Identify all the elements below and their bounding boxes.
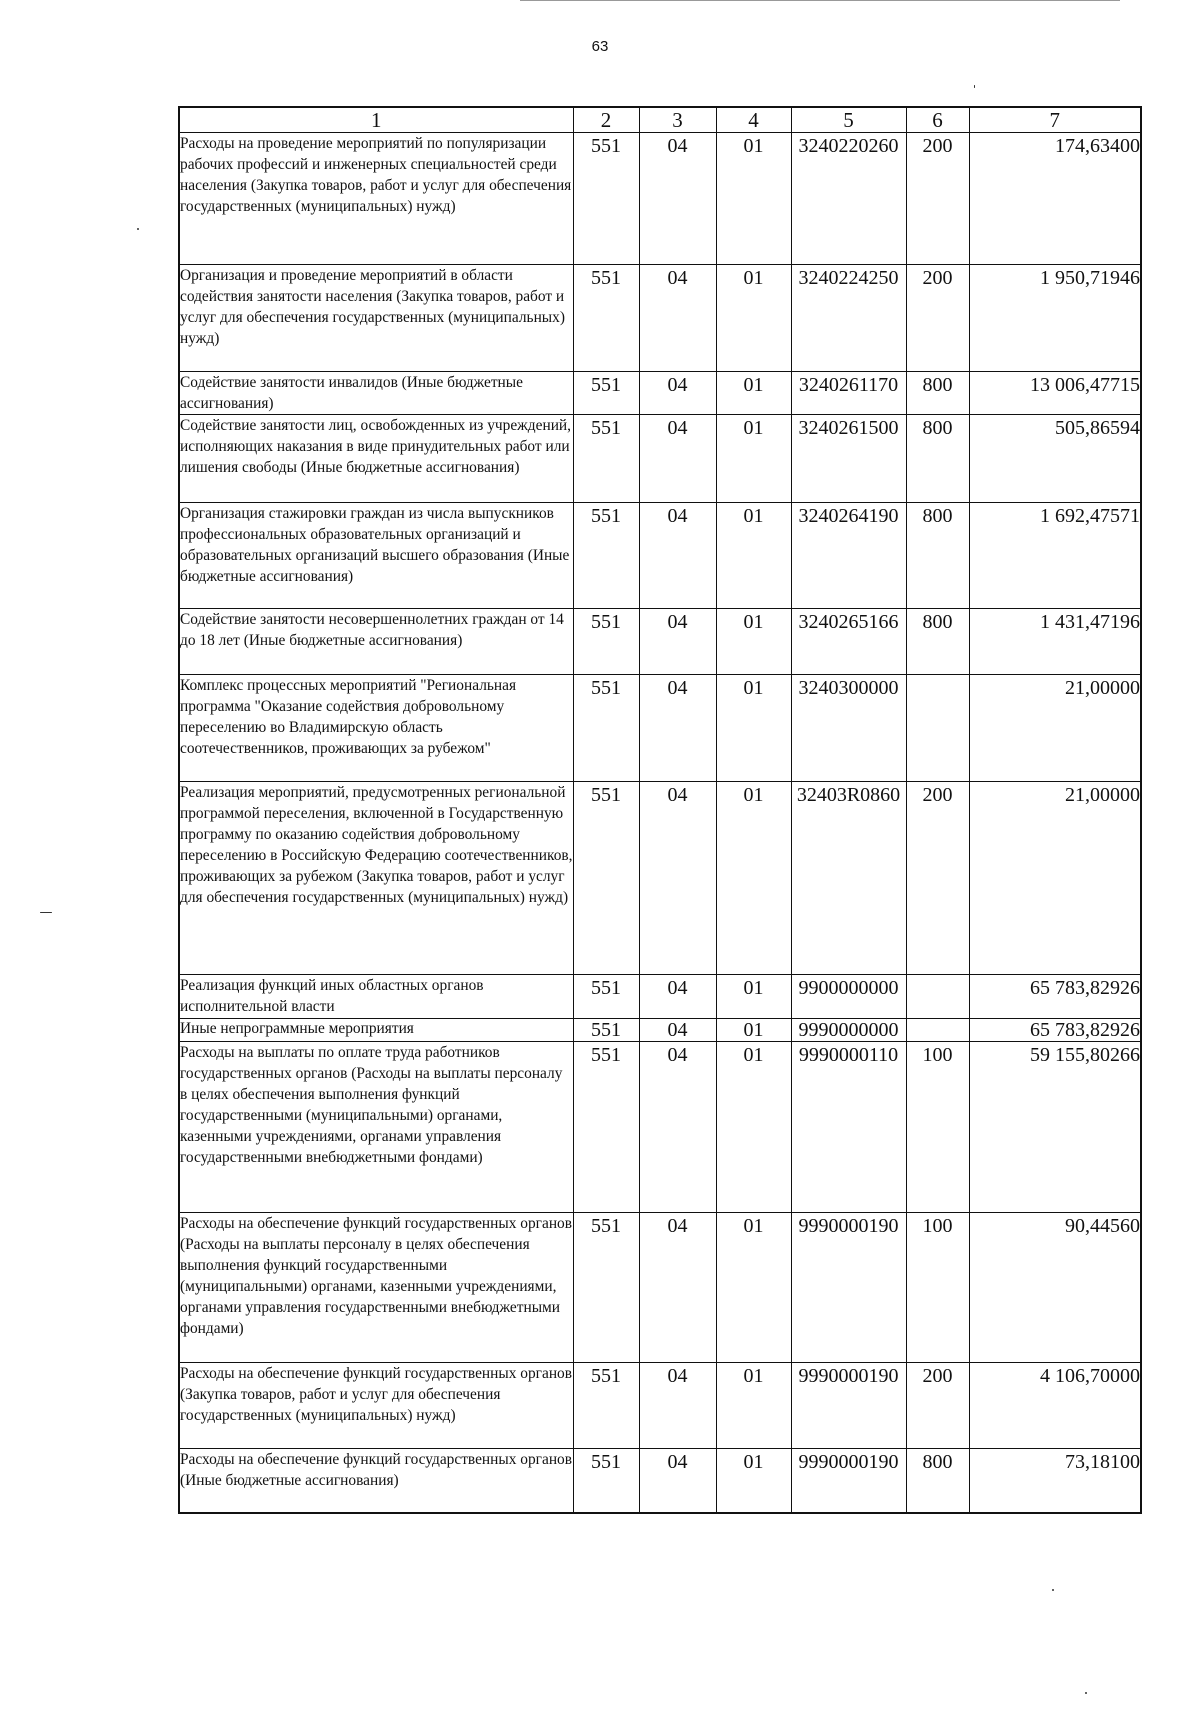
subsection-code: 01 (716, 1019, 791, 1042)
subsection-code: 01 (716, 1042, 791, 1213)
grbs-code: 551 (573, 265, 639, 372)
expense-name: Содействие занятости инвалидов (Иные бюджетные ассигнования) (179, 372, 573, 415)
section-code: 04 (639, 415, 716, 503)
expense-name: Расходы на обеспечение функций государственных органов (Расходы на выплаты персоналу в целях обеспечения выполнения функций государственными (муниципальными) органами, казенными учреждениями, органами управления государственными внебюджетными фондами) (179, 1213, 573, 1363)
target-article-code: 3240224250 (791, 265, 906, 372)
expense-type-code: 800 (906, 503, 969, 609)
expense-type-code: 800 (906, 372, 969, 415)
grbs-code: 551 (573, 1449, 639, 1513)
subsection-code: 01 (716, 1213, 791, 1363)
expense-name: Реализация функций иных областных органов исполнительной власти (179, 975, 573, 1019)
column-header: 2 (573, 107, 639, 133)
target-article-code: 3240265166 (791, 609, 906, 675)
table-row (179, 1042, 1141, 1213)
grbs-code: 551 (573, 133, 639, 265)
target-article-code: 9990000000 (791, 1019, 906, 1042)
amount: 65 783,82926 (969, 1019, 1141, 1042)
grbs-code: 551 (573, 1042, 639, 1213)
subsection-code: 01 (716, 675, 791, 782)
header-row (179, 107, 1141, 133)
expense-type-code: 200 (906, 782, 969, 975)
expense-type-code (906, 1019, 969, 1042)
scan-speck (1052, 1589, 1054, 1591)
scan-speck (137, 228, 139, 230)
subsection-code: 01 (716, 1449, 791, 1513)
scan-speck (974, 85, 975, 88)
target-article-code: 9990000190 (791, 1363, 906, 1449)
expense-name: Реализация мероприятий, предусмотренных региональной программой переселения, включенной в Государственную программу по оказанию содействия добровольному переселению в Российскую Федерацию соотечественников, проживающих за рубежом (Закупка товаров, работ и услуг для обеспечения государственных (муниципальных) нужд) (179, 782, 573, 975)
grbs-code: 551 (573, 1213, 639, 1363)
subsection-code: 01 (716, 372, 791, 415)
amount: 65 783,82926 (969, 975, 1141, 1019)
section-code: 04 (639, 609, 716, 675)
target-article-code: 3240261500 (791, 415, 906, 503)
grbs-code: 551 (573, 1363, 639, 1449)
subsection-code: 01 (716, 503, 791, 609)
section-code: 04 (639, 782, 716, 975)
expense-name: Содействие занятости несовершеннолетних граждан от 14 до 18 лет (Иные бюджетные ассигнования) (179, 609, 573, 675)
section-code: 04 (639, 675, 716, 782)
grbs-code: 551 (573, 609, 639, 675)
amount: 1 431,47196 (969, 609, 1141, 675)
section-code: 04 (639, 265, 716, 372)
table-row (179, 415, 1141, 503)
expense-type-code: 100 (906, 1213, 969, 1363)
subsection-code: 01 (716, 133, 791, 265)
subsection-code: 01 (716, 1363, 791, 1449)
expense-name: Расходы на обеспечение функций государственных органов (Иные бюджетные ассигнования) (179, 1449, 573, 1513)
column-header: 3 (639, 107, 716, 133)
subsection-code: 01 (716, 782, 791, 975)
scan-speck (40, 912, 52, 913)
amount: 1 950,71946 (969, 265, 1141, 372)
subsection-code: 01 (716, 609, 791, 675)
target-article-code: 32403R0860 (791, 782, 906, 975)
target-article-code: 3240220260 (791, 133, 906, 265)
expense-type-code: 200 (906, 133, 969, 265)
target-article-code: 3240261170 (791, 372, 906, 415)
scan-top-rule (520, 0, 1120, 1)
section-code: 04 (639, 975, 716, 1019)
amount: 21,00000 (969, 782, 1141, 975)
expense-name: Расходы на проведение мероприятий по популяризации рабочих профессий и инженерных специальностей среди населения (Закупка товаров, работ и услуг для обеспечения государственных (муниципальных) нужд) (179, 133, 573, 265)
expense-name: Комплекс процессных мероприятий "Региональная программа "Оказание содействия добровольному переселению во Владимирскую область соотечественников, проживающих за рубежом" (179, 675, 573, 782)
amount: 59 155,80266 (969, 1042, 1141, 1213)
expense-name: Расходы на обеспечение функций государственных органов (Закупка товаров, работ и услуг для обеспечения государственных (муниципальных) нужд) (179, 1363, 573, 1449)
expense-type-code (906, 675, 969, 782)
table-row (179, 1019, 1141, 1042)
expense-type-code: 200 (906, 265, 969, 372)
expense-type-code: 100 (906, 1042, 969, 1213)
table-row (179, 1449, 1141, 1513)
expense-type-code: 200 (906, 1363, 969, 1449)
expense-type-code (906, 975, 969, 1019)
column-header: 7 (969, 107, 1141, 133)
table-row (179, 609, 1141, 675)
target-article-code: 9990000110 (791, 1042, 906, 1213)
table-row (179, 975, 1141, 1019)
amount: 174,63400 (969, 133, 1141, 265)
target-article-code: 3240264190 (791, 503, 906, 609)
section-code: 04 (639, 1363, 716, 1449)
grbs-code: 551 (573, 975, 639, 1019)
budget-table (178, 106, 1142, 1514)
expense-type-code: 800 (906, 1449, 969, 1513)
target-article-code: 9990000190 (791, 1449, 906, 1513)
subsection-code: 01 (716, 265, 791, 372)
table-row (179, 133, 1141, 265)
grbs-code: 551 (573, 1019, 639, 1042)
subsection-code: 01 (716, 975, 791, 1019)
amount: 1 692,47571 (969, 503, 1141, 609)
grbs-code: 551 (573, 372, 639, 415)
section-code: 04 (639, 1042, 716, 1213)
table-row (179, 1213, 1141, 1363)
section-code: 04 (639, 503, 716, 609)
amount: 4 106,70000 (969, 1363, 1141, 1449)
expense-type-code: 800 (906, 415, 969, 503)
expense-name: Иные непрограммные мероприятия (179, 1019, 573, 1042)
table-row (179, 265, 1141, 372)
expense-name: Организация и проведение мероприятий в области содействия занятости населения (Закупка товаров, работ и услуг для обеспечения государственных (муниципальных) нужд) (179, 265, 573, 372)
section-code: 04 (639, 372, 716, 415)
column-header: 4 (716, 107, 791, 133)
grbs-code: 551 (573, 675, 639, 782)
target-article-code: 9900000000 (791, 975, 906, 1019)
target-article-code: 9990000190 (791, 1213, 906, 1363)
table-row (179, 675, 1141, 782)
section-code: 04 (639, 1213, 716, 1363)
section-code: 04 (639, 1019, 716, 1042)
amount: 505,86594 (969, 415, 1141, 503)
grbs-code: 551 (573, 503, 639, 609)
section-code: 04 (639, 133, 716, 265)
amount: 13 006,47715 (969, 372, 1141, 415)
expense-name: Расходы на выплаты по оплате труда работников государственных органов (Расходы на выплаты персоналу в целях обеспечения выполнения функций государственными (муниципальными) органами, казенными учреждениями, органами управления государственными внебюджетными фондами) (179, 1042, 573, 1213)
section-code: 04 (639, 1449, 716, 1513)
subsection-code: 01 (716, 415, 791, 503)
page-number: 63 (591, 38, 609, 55)
expense-name: Содействие занятости лиц, освобожденных из учреждений, исполняющих наказания в виде принудительных работ или лишения свободы (Иные бюджетные ассигнования) (179, 415, 573, 503)
expense-name: Организация стажировки граждан из числа выпускников профессиональных образовательных организаций и образовательных организаций высшего образования (Иные бюджетные ассигнования) (179, 503, 573, 609)
table-row (179, 503, 1141, 609)
amount: 73,18100 (969, 1449, 1141, 1513)
column-header: 6 (906, 107, 969, 133)
amount: 21,00000 (969, 675, 1141, 782)
table-row (179, 1363, 1141, 1449)
column-header: 1 (179, 107, 573, 133)
amount: 90,44560 (969, 1213, 1141, 1363)
target-article-code: 3240300000 (791, 675, 906, 782)
column-header: 5 (791, 107, 906, 133)
expense-type-code: 800 (906, 609, 969, 675)
table-row (179, 782, 1141, 975)
grbs-code: 551 (573, 415, 639, 503)
table-row (179, 372, 1141, 415)
scan-speck (1085, 1692, 1087, 1694)
grbs-code: 551 (573, 782, 639, 975)
